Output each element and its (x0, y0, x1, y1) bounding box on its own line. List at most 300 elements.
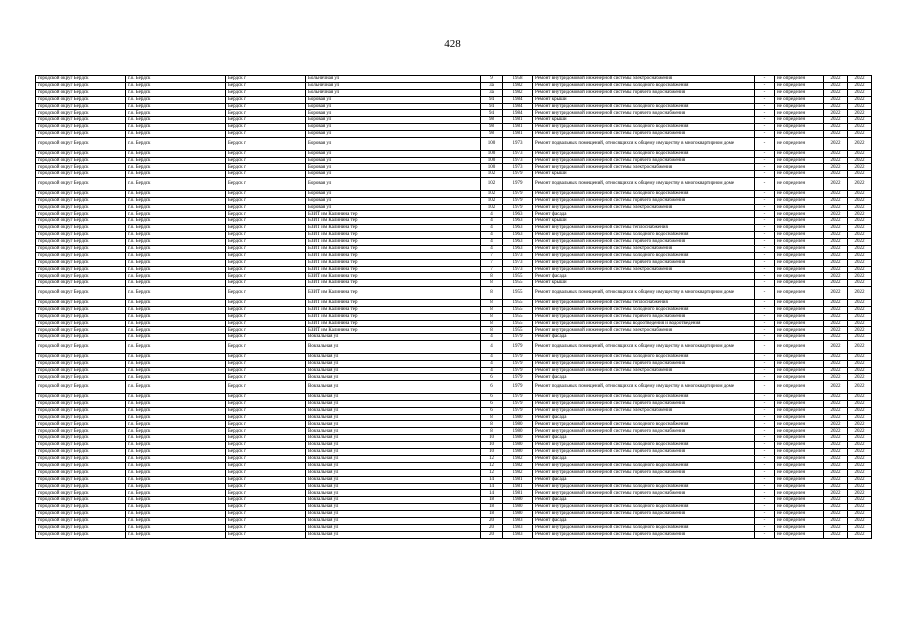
street-cell: Вокзальная ул (306, 428, 481, 435)
cost-cell: не определен (775, 232, 824, 239)
plan-year-end-cell: 2022 (848, 299, 872, 306)
build-year-cell: 1980 (503, 435, 533, 442)
cost-cell: не определен (775, 367, 824, 374)
plan-year-start-cell: 2022 (824, 157, 848, 164)
plan-year-end-cell: 2022 (848, 313, 872, 320)
plan-year-start-cell: 2022 (824, 252, 848, 259)
street-cell: БЗИТ им Калинина тер (306, 259, 481, 266)
table-row (36, 449, 872, 456)
work-type-cell: Ремонт внутридомовой инженерной системы электроснабжения (533, 204, 755, 211)
table-row (36, 393, 872, 400)
plan-year-start-cell: 2022 (824, 225, 848, 232)
locality-cell: Бердск г (226, 190, 306, 197)
house-number-cell: 102 (481, 190, 503, 197)
dash-cell: - (755, 327, 775, 334)
cost-cell: не определен (775, 490, 824, 497)
plan-year-end-cell: 2022 (848, 252, 872, 259)
plan-year-start-cell: 2022 (824, 511, 848, 518)
dash-cell: - (755, 171, 775, 178)
plan-year-start-cell: 2022 (824, 96, 848, 103)
plan-year-start-cell: 2022 (824, 313, 848, 320)
settlement-cell: г.о. Бердск (126, 164, 226, 171)
house-number-cell: 4 (481, 232, 503, 239)
dash-cell: - (755, 197, 775, 204)
plan-year-start-cell: 2022 (824, 239, 848, 246)
dash-cell: - (755, 504, 775, 511)
cost-cell: не определен (775, 353, 824, 360)
dash-cell: - (755, 428, 775, 435)
table-row (36, 400, 872, 407)
street-cell: Боровая ул (306, 178, 481, 191)
work-type-cell: Ремонт внутридомовой инженерной системы горячего водоснабжения (533, 89, 755, 96)
municipality-cell: городской округ Бердск (36, 225, 126, 232)
dash-cell: - (755, 178, 775, 191)
house-number-cell: 4 (481, 367, 503, 374)
plan-year-start-cell: 2022 (824, 171, 848, 178)
work-type-cell: Ремонт внутридомовой инженерной системы горячего водоснабжения (533, 490, 755, 497)
work-type-cell: Ремонт внутридомовой инженерной системы горячего водоснабжения (533, 449, 755, 456)
dash-cell: - (755, 462, 775, 469)
locality-cell: Бердск г (226, 82, 306, 89)
cost-cell: не определен (775, 414, 824, 421)
build-year-cell: 1984 (503, 96, 533, 103)
work-type-cell: Ремонт крыши (533, 218, 755, 225)
street-cell: Вокзальная ул (306, 490, 481, 497)
cost-cell: не определен (775, 287, 824, 300)
locality-cell: Бердск г (226, 414, 306, 421)
settlement-cell: г.о. Бердск (126, 89, 226, 96)
build-year-cell: 1955 (503, 280, 533, 287)
house-number-cell: 6 (481, 393, 503, 400)
build-year-cell: 1979 (503, 341, 533, 354)
locality-cell: Бердск г (226, 232, 306, 239)
house-number-cell: 94 (481, 110, 503, 117)
page-number: 428 (444, 38, 461, 50)
work-type-cell: Ремонт фасада (533, 414, 755, 421)
plan-year-start-cell: 2022 (824, 232, 848, 239)
settlement-cell: г.о. Бердск (126, 225, 226, 232)
street-cell: БЗИТ им Калинина тер (306, 306, 481, 313)
street-cell: Вокзальная ул (306, 334, 481, 341)
plan-year-end-cell: 2022 (848, 483, 872, 490)
locality-cell: Бердск г (226, 393, 306, 400)
build-year-cell: 1955 (503, 287, 533, 300)
plan-year-end-cell: 2022 (848, 381, 872, 394)
plan-year-end-cell: 2022 (848, 524, 872, 531)
plan-year-end-cell: 2022 (848, 511, 872, 518)
work-type-cell: Ремонт внутридомовой инженерной системы горячего водоснабжения (533, 239, 755, 246)
dash-cell: - (755, 76, 775, 83)
locality-cell: Бердск г (226, 150, 306, 157)
dash-cell: - (755, 374, 775, 381)
house-number-cell: 7 (481, 252, 503, 259)
plan-year-end-cell: 2022 (848, 239, 872, 246)
settlement-cell: г.о. Бердск (126, 218, 226, 225)
street-cell: БЗИТ им Калинина тер (306, 320, 481, 327)
municipality-cell: городской округ Бердск (36, 360, 126, 367)
settlement-cell: г.о. Бердск (126, 455, 226, 462)
cost-cell: не определен (775, 360, 824, 367)
house-number-cell: 4 (481, 334, 503, 341)
build-year-cell: 1981 (503, 490, 533, 497)
settlement-cell: г.о. Бердск (126, 341, 226, 354)
table-row (36, 157, 872, 164)
cost-cell: не определен (775, 504, 824, 511)
cost-cell: не определен (775, 225, 824, 232)
street-cell: Вокзальная ул (306, 435, 481, 442)
street-cell: БЗИТ им Калинина тер (306, 273, 481, 280)
plan-year-end-cell: 2022 (848, 157, 872, 164)
municipality-cell: городской округ Бердск (36, 157, 126, 164)
build-year-cell: 1955 (503, 299, 533, 306)
municipality-cell: городской округ Бердск (36, 211, 126, 218)
build-year-cell: 1979 (503, 367, 533, 374)
cost-cell: не определен (775, 211, 824, 218)
street-cell: Боровая ул (306, 96, 481, 103)
street-cell: Вокзальная ул (306, 374, 481, 381)
municipality-cell: городской округ Бердск (36, 306, 126, 313)
work-type-cell: Ремонт фасада (533, 517, 755, 524)
work-type-cell: Ремонт внутридомовой инженерной системы горячего водоснабжения (533, 531, 755, 538)
settlement-cell: г.о. Бердск (126, 517, 226, 524)
street-cell: Вокзальная ул (306, 400, 481, 407)
locality-cell: Бердск г (226, 374, 306, 381)
work-type-cell: Ремонт внутридомовой инженерной системы горячего водоснабжения (533, 259, 755, 266)
dash-cell: - (755, 469, 775, 476)
plan-year-start-cell: 2022 (824, 407, 848, 414)
dash-cell: - (755, 360, 775, 367)
table-row (36, 225, 872, 232)
table-row (36, 421, 872, 428)
locality-cell: Бердск г (226, 334, 306, 341)
house-number-cell: 8 (481, 320, 503, 327)
plan-year-start-cell: 2022 (824, 381, 848, 394)
locality-cell: Бердск г (226, 504, 306, 511)
settlement-cell: г.о. Бердск (126, 414, 226, 421)
house-number-cell: 10 (481, 442, 503, 449)
build-year-cell: 1955 (503, 313, 533, 320)
settlement-cell: г.о. Бердск (126, 313, 226, 320)
cost-cell: не определен (775, 374, 824, 381)
plan-year-start-cell: 2022 (824, 273, 848, 280)
cost-cell: не определен (775, 150, 824, 157)
table-row (36, 197, 872, 204)
build-year-cell: 1973 (503, 164, 533, 171)
municipality-cell: городской округ Бердск (36, 428, 126, 435)
street-cell: БЗИТ им Калинина тер (306, 225, 481, 232)
build-year-cell: 1980 (503, 421, 533, 428)
table-row (36, 150, 872, 157)
settlement-cell: г.о. Бердск (126, 353, 226, 360)
locality-cell: Бердск г (226, 367, 306, 374)
table-row (36, 273, 872, 280)
street-cell: Боровая ул (306, 138, 481, 151)
house-number-cell: 8 (481, 287, 503, 300)
street-cell: Вокзальная ул (306, 367, 481, 374)
locality-cell: Бердск г (226, 225, 306, 232)
street-cell: Вокзальная ул (306, 504, 481, 511)
plan-year-start-cell: 2022 (824, 435, 848, 442)
municipality-cell: городской округ Бердск (36, 131, 126, 138)
build-year-cell: 1981 (503, 476, 533, 483)
dash-cell: - (755, 306, 775, 313)
table-row (36, 517, 872, 524)
locality-cell: Бердск г (226, 218, 306, 225)
table-row (36, 117, 872, 124)
dash-cell: - (755, 124, 775, 131)
build-year-cell: 1979 (503, 178, 533, 191)
street-cell: Вокзальная ул (306, 462, 481, 469)
table-row (36, 524, 872, 531)
settlement-cell: г.о. Бердск (126, 239, 226, 246)
table-row (36, 455, 872, 462)
house-number-cell: 8 (481, 313, 503, 320)
municipality-cell: городской округ Бердск (36, 82, 126, 89)
municipality-cell: городской округ Бердск (36, 76, 126, 83)
settlement-cell: г.о. Бердск (126, 124, 226, 131)
settlement-cell: г.о. Бердск (126, 117, 226, 124)
street-cell: Больничная ул (306, 76, 481, 83)
work-type-cell: Ремонт внутридомовой инженерной системы холодного водоснабжения (533, 82, 755, 89)
cost-cell: не определен (775, 138, 824, 151)
plan-year-end-cell: 2022 (848, 367, 872, 374)
work-type-cell: Ремонт внутридомовой инженерной системы холодного водоснабжения (533, 442, 755, 449)
plan-year-end-cell: 2022 (848, 320, 872, 327)
street-cell: Больничная ул (306, 82, 481, 89)
build-year-cell: 1979 (503, 360, 533, 367)
settlement-cell: г.о. Бердск (126, 531, 226, 538)
plan-year-start-cell: 2022 (824, 455, 848, 462)
dash-cell: - (755, 103, 775, 110)
cost-cell: не определен (775, 407, 824, 414)
municipality-cell: городской округ Бердск (36, 531, 126, 538)
table-row (36, 259, 872, 266)
locality-cell: Бердск г (226, 455, 306, 462)
municipality-cell: городской округ Бердск (36, 245, 126, 252)
cost-cell: не определен (775, 455, 824, 462)
table-row (36, 124, 872, 131)
table-row (36, 204, 872, 211)
table-row (36, 334, 872, 341)
dash-cell: - (755, 225, 775, 232)
plan-year-start-cell: 2022 (824, 374, 848, 381)
work-type-cell: Ремонт внутридомовой инженерной системы горячего водоснабжения (533, 131, 755, 138)
municipality-cell: городской округ Бердск (36, 517, 126, 524)
municipality-cell: городской округ Бердск (36, 164, 126, 171)
build-year-cell: 1979 (503, 381, 533, 394)
house-number-cell: 14 (481, 490, 503, 497)
dash-cell: - (755, 421, 775, 428)
locality-cell: Бердск г (226, 239, 306, 246)
cost-cell: не определен (775, 76, 824, 83)
plan-year-end-cell: 2022 (848, 82, 872, 89)
locality-cell: Бердск г (226, 353, 306, 360)
municipality-cell: городской округ Бердск (36, 190, 126, 197)
house-number-cell: 20 (481, 517, 503, 524)
work-type-cell: Ремонт внутридомовой инженерной системы горячего водоснабжения (533, 313, 755, 320)
work-type-cell: Ремонт внутридомовой инженерной системы горячего водоснабжения (533, 469, 755, 476)
cost-cell: не определен (775, 421, 824, 428)
plan-year-end-cell: 2022 (848, 517, 872, 524)
locality-cell: Бердск г (226, 164, 306, 171)
cost-cell: не определен (775, 313, 824, 320)
street-cell: Больничная ул (306, 89, 481, 96)
build-year-cell: 1979 (503, 334, 533, 341)
municipality-cell: городской округ Бердск (36, 320, 126, 327)
settlement-cell: г.о. Бердск (126, 504, 226, 511)
plan-year-start-cell: 2022 (824, 178, 848, 191)
cost-cell: не определен (775, 178, 824, 191)
house-number-cell: 18 (481, 504, 503, 511)
house-number-cell: 8 (481, 299, 503, 306)
municipality-cell: городской округ Бердск (36, 313, 126, 320)
plan-year-end-cell: 2022 (848, 504, 872, 511)
build-year-cell: 1980 (503, 497, 533, 504)
build-year-cell: 1982 (503, 89, 533, 96)
street-cell: БЗИТ им Калинина тер (306, 245, 481, 252)
settlement-cell: г.о. Бердск (126, 306, 226, 313)
street-cell: Вокзальная ул (306, 476, 481, 483)
build-year-cell: 1979 (503, 393, 533, 400)
locality-cell: Бердск г (226, 76, 306, 83)
cost-cell: не определен (775, 327, 824, 334)
settlement-cell: г.о. Бердск (126, 381, 226, 394)
cost-cell: не определен (775, 299, 824, 306)
municipality-cell: городской округ Бердск (36, 524, 126, 531)
cost-cell: не определен (775, 157, 824, 164)
table-row (36, 110, 872, 117)
plan-year-start-cell: 2022 (824, 164, 848, 171)
settlement-cell: г.о. Бердск (126, 360, 226, 367)
work-type-cell: Ремонт подвальных помещений, относящихся к общему имуществу в многоквартирном доме (533, 341, 755, 354)
work-type-cell: Ремонт фасада (533, 435, 755, 442)
plan-year-end-cell: 2022 (848, 117, 872, 124)
build-year-cell: 1984 (503, 110, 533, 117)
plan-year-start-cell: 2022 (824, 428, 848, 435)
plan-year-end-cell: 2022 (848, 225, 872, 232)
settlement-cell: г.о. Бердск (126, 320, 226, 327)
table-row (36, 442, 872, 449)
build-year-cell: 1979 (503, 374, 533, 381)
plan-year-end-cell: 2022 (848, 393, 872, 400)
street-cell: БЗИТ им Калинина тер (306, 232, 481, 239)
work-type-cell: Ремонт крыши (533, 96, 755, 103)
dash-cell: - (755, 96, 775, 103)
table-row (36, 407, 872, 414)
work-type-cell: Ремонт подвальных помещений, относящихся к общему имуществу в многоквартирном доме (533, 138, 755, 151)
plan-year-end-cell: 2022 (848, 218, 872, 225)
cost-cell: не определен (775, 524, 824, 531)
cost-cell: не определен (775, 400, 824, 407)
plan-year-end-cell: 2022 (848, 211, 872, 218)
municipality-cell: городской округ Бердск (36, 171, 126, 178)
table-row (36, 497, 872, 504)
cost-cell: не определен (775, 252, 824, 259)
plan-year-end-cell: 2022 (848, 232, 872, 239)
plan-year-start-cell: 2022 (824, 89, 848, 96)
locality-cell: Бердск г (226, 531, 306, 538)
work-type-cell: Ремонт фасада (533, 211, 755, 218)
house-number-cell: 18 (481, 511, 503, 518)
locality-cell: Бердск г (226, 442, 306, 449)
settlement-cell: г.о. Бердск (126, 190, 226, 197)
dash-cell: - (755, 138, 775, 151)
build-year-cell: 1955 (503, 273, 533, 280)
cost-cell: не определен (775, 511, 824, 518)
work-type-cell: Ремонт крыши (533, 117, 755, 124)
cost-cell: не определен (775, 164, 824, 171)
settlement-cell: г.о. Бердск (126, 157, 226, 164)
locality-cell: Бердск г (226, 252, 306, 259)
plan-year-start-cell: 2022 (824, 414, 848, 421)
work-type-cell: Ремонт внутридомовой инженерной системы электроснабжения (533, 76, 755, 83)
cost-cell: не определен (775, 341, 824, 354)
work-type-cell: Ремонт внутридомовой инженерной системы электроснабжения (533, 367, 755, 374)
plan-year-end-cell: 2022 (848, 110, 872, 117)
street-cell: БЗИТ им Калинина тер (306, 266, 481, 273)
cost-cell: не определен (775, 393, 824, 400)
table-row (36, 327, 872, 334)
dash-cell: - (755, 517, 775, 524)
settlement-cell: г.о. Бердск (126, 171, 226, 178)
settlement-cell: г.о. Бердск (126, 299, 226, 306)
plan-year-end-cell: 2022 (848, 469, 872, 476)
municipality-cell: городской округ Бердск (36, 239, 126, 246)
cost-cell: не определен (775, 190, 824, 197)
dash-cell: - (755, 150, 775, 157)
locality-cell: Бердск г (226, 287, 306, 300)
house-number-cell: 14 (481, 483, 503, 490)
locality-cell: Бердск г (226, 320, 306, 327)
dash-cell: - (755, 497, 775, 504)
plan-year-end-cell: 2022 (848, 204, 872, 211)
table-row (36, 381, 872, 394)
house-number-cell: 3а (481, 82, 503, 89)
settlement-cell: г.о. Бердск (126, 435, 226, 442)
cost-cell: не определен (775, 273, 824, 280)
dash-cell: - (755, 400, 775, 407)
plan-year-start-cell: 2022 (824, 280, 848, 287)
house-number-cell: 94 (481, 96, 503, 103)
build-year-cell: 1981 (503, 124, 533, 131)
table-row (36, 360, 872, 367)
plan-year-end-cell: 2022 (848, 197, 872, 204)
work-type-cell: Ремонт внутридомовой инженерной системы горячего водоснабжения (533, 197, 755, 204)
build-year-cell: 1980 (503, 504, 533, 511)
work-type-cell: Ремонт фасада (533, 273, 755, 280)
plan-year-end-cell: 2022 (848, 334, 872, 341)
build-year-cell: 1983 (503, 517, 533, 524)
work-type-cell: Ремонт внутридомовой инженерной системы горячего водоснабжения (533, 400, 755, 407)
plan-year-end-cell: 2022 (848, 306, 872, 313)
municipality-cell: городской округ Бердск (36, 442, 126, 449)
cost-cell: не определен (775, 517, 824, 524)
work-type-cell: Ремонт фасада (533, 374, 755, 381)
dash-cell: - (755, 442, 775, 449)
house-number-cell: 10 (481, 449, 503, 456)
build-year-cell: 1963 (503, 245, 533, 252)
work-type-cell: Ремонт фасада (533, 476, 755, 483)
settlement-cell: г.о. Бердск (126, 442, 226, 449)
house-number-cell: 20 (481, 531, 503, 538)
work-type-cell: Ремонт подвальных помещений, относящихся к общему имуществу в многоквартирном доме (533, 381, 755, 394)
build-year-cell: 1980 (503, 414, 533, 421)
dash-cell: - (755, 280, 775, 287)
plan-year-start-cell: 2022 (824, 299, 848, 306)
municipality-cell: городской округ Бердск (36, 334, 126, 341)
plan-year-start-cell: 2022 (824, 353, 848, 360)
plan-year-start-cell: 2022 (824, 82, 848, 89)
